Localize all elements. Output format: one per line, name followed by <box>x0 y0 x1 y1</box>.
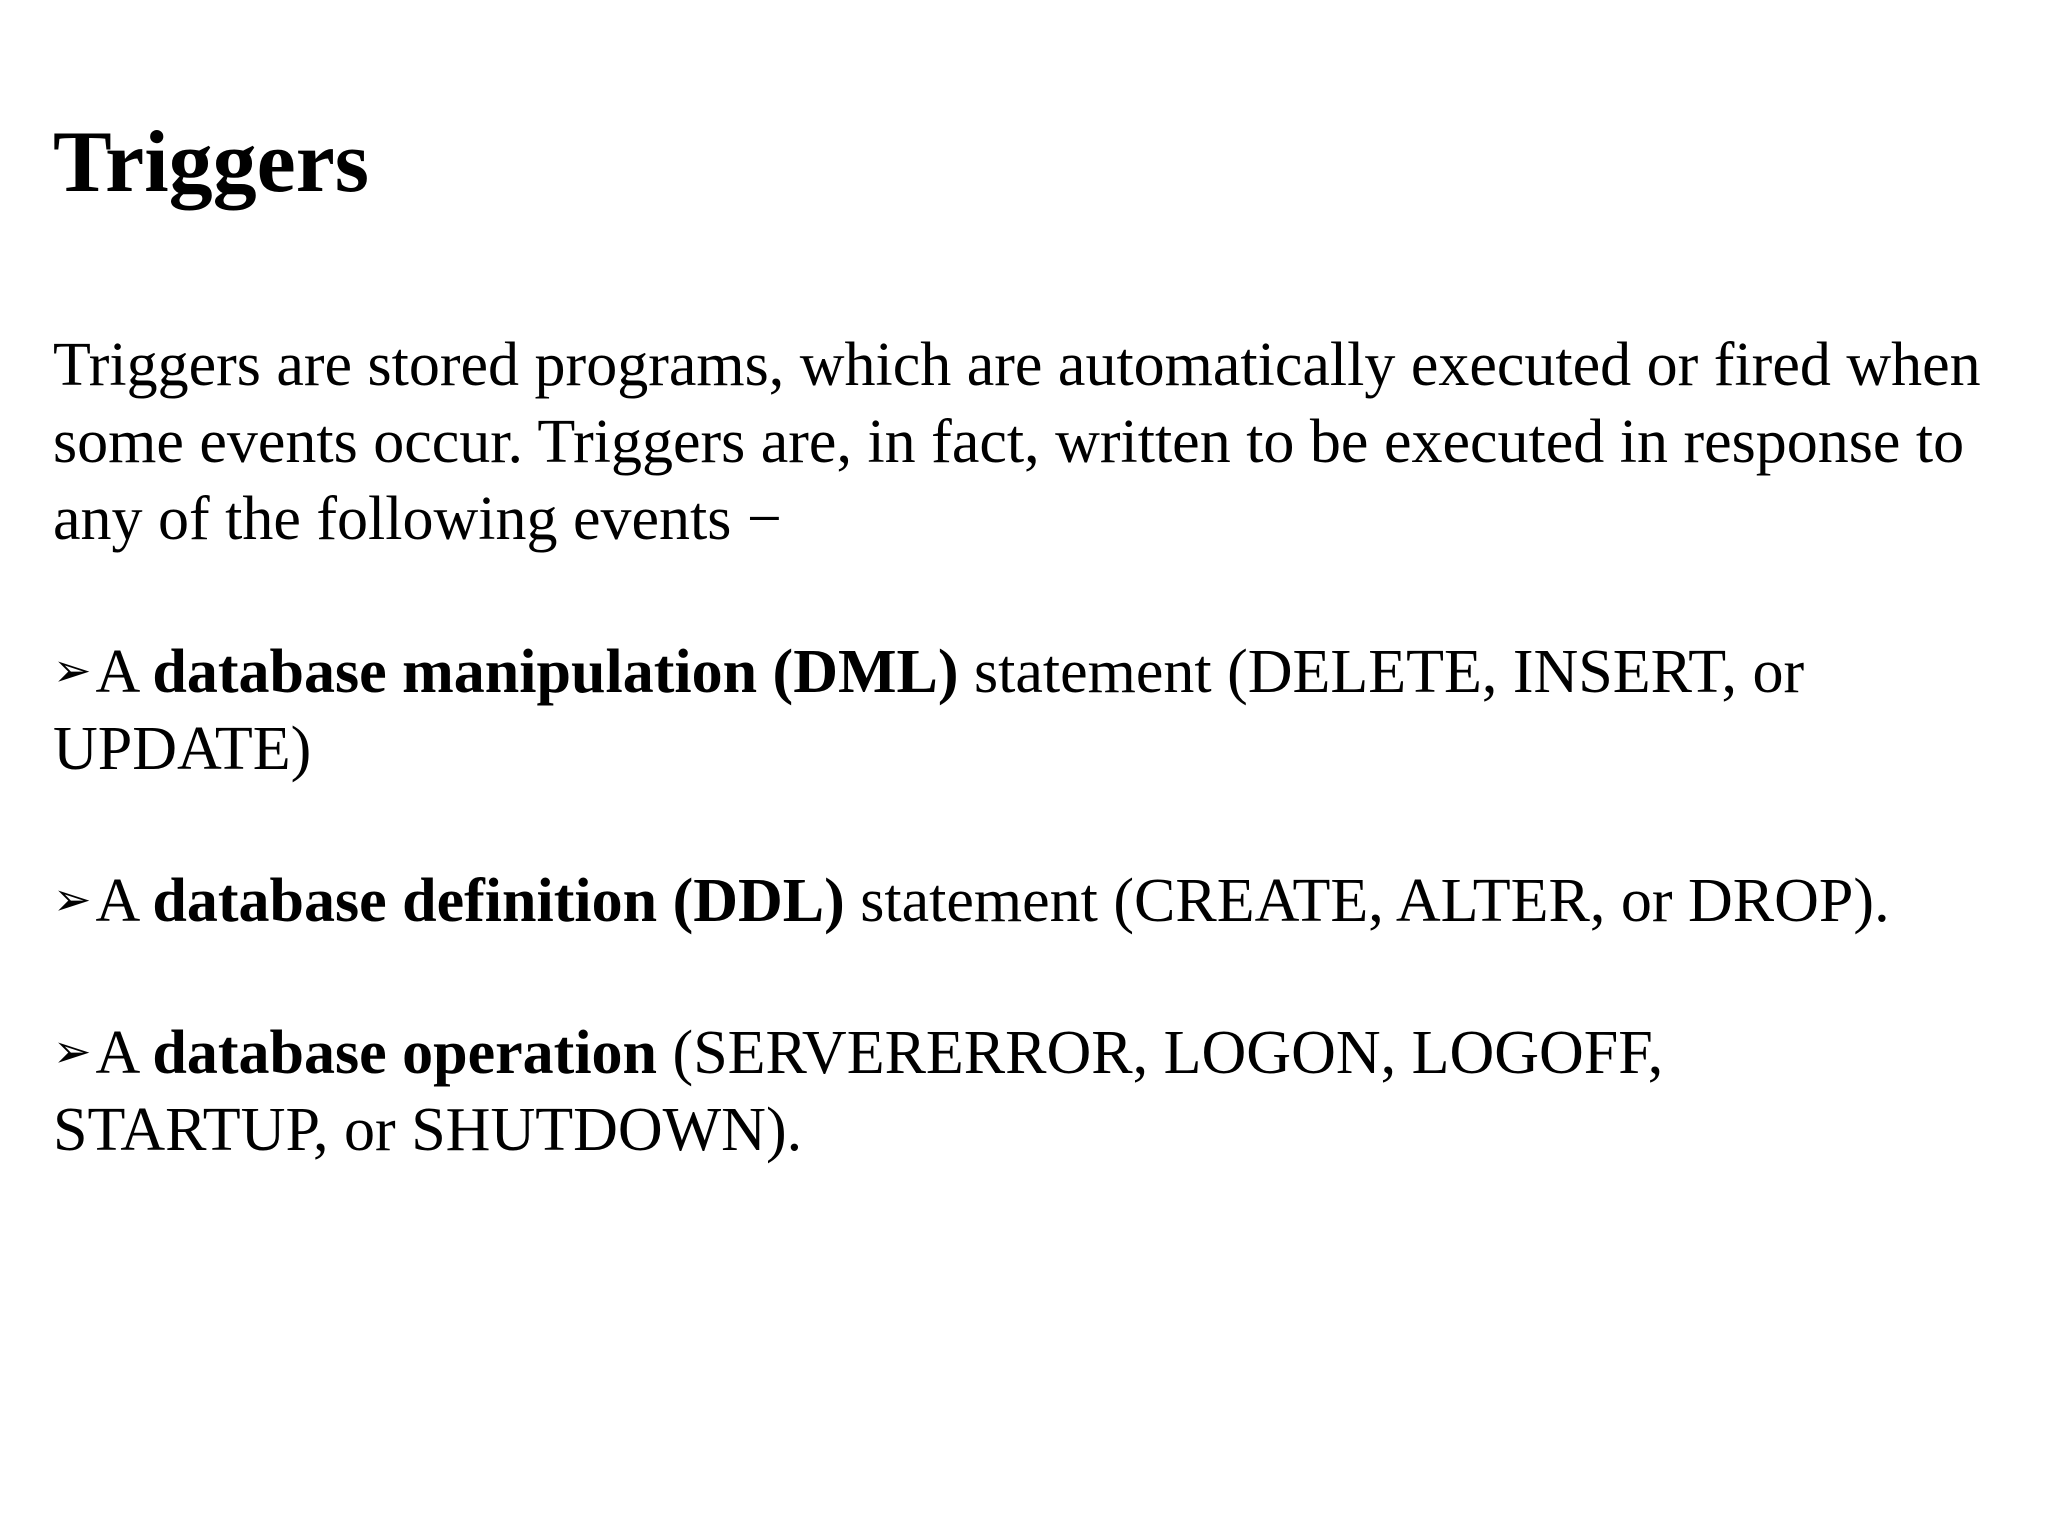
bullet-operation <box>53 1013 1993 1169</box>
bullet-ddl <box>53 861 1993 940</box>
bullet-bold-term: database definition (DDL) <box>152 867 845 935</box>
bullet-prefix: A <box>95 1019 153 1087</box>
intro-paragraph: Triggers are stored programs, which are automatically executed or fired when some events occur. Triggers are, in fact, written to be executed in response to any of the following events − <box>53 331 1981 553</box>
bullet-bold-term: database manipulation (DML) <box>152 638 959 706</box>
bullet-prefix: A <box>95 638 153 706</box>
bullet-text: statement (DELETE, INSERT, or <box>958 638 1805 706</box>
arrow-bullet-icon: ➢ <box>53 872 92 926</box>
bullet-text-continued: STARTUP, or SHUTDOWN). <box>53 1096 803 1164</box>
bullet-text-continued: UPDATE) <box>53 715 312 783</box>
arrow-bullet-icon: ➢ <box>53 643 92 697</box>
slide-title: Triggers <box>53 114 370 211</box>
bullet-text: statement (CREATE, ALTER, or DROP). <box>844 867 1890 935</box>
bullet-dml <box>53 632 1993 788</box>
arrow-bullet-icon: ➢ <box>53 1024 92 1078</box>
bullet-text: (SERVERERROR, LOGON, LOGOFF, <box>657 1019 1664 1087</box>
bullet-bold-term: database operation <box>152 1019 658 1087</box>
bullet-prefix: A <box>95 867 153 935</box>
